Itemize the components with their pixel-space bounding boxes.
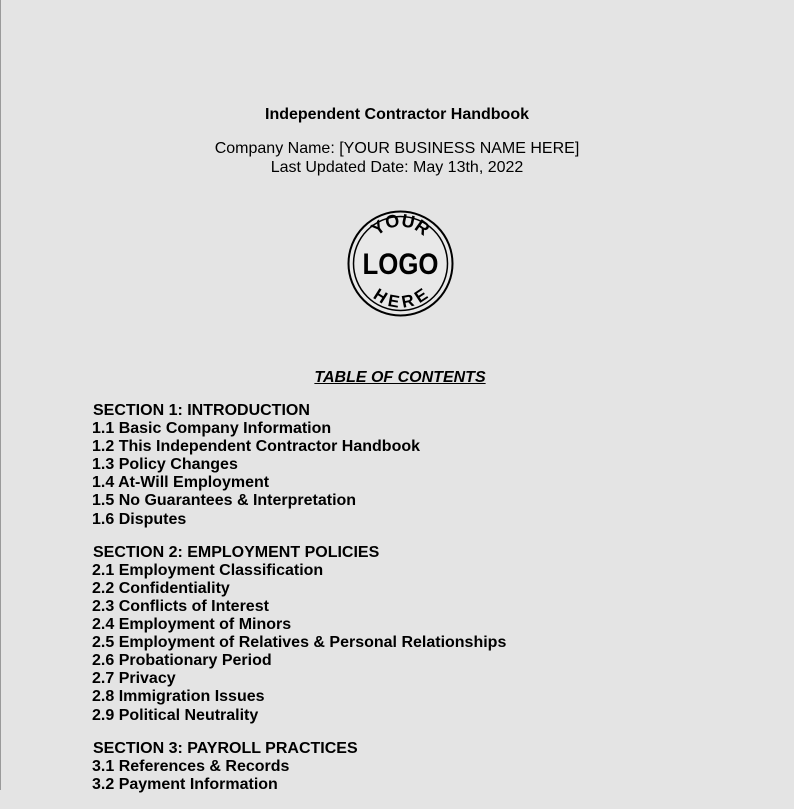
document-title: Independent Contractor Handbook bbox=[265, 106, 529, 123]
company-name: Company Name: [YOUR BUSINESS NAME HERE] bbox=[214, 140, 580, 157]
logo-text-middle: LOGO bbox=[362, 248, 439, 281]
toc-item: 1.1 Basic Company Information bbox=[92, 420, 332, 438]
toc-item: 2.4 Employment of Minors bbox=[92, 616, 292, 634]
section-heading: SECTION 3: PAYROLL PRACTICES bbox=[93, 739, 358, 757]
toc-item: 1.3 Policy Changes bbox=[92, 456, 238, 474]
logo-placeholder bbox=[347, 210, 454, 317]
logo-text-bottom: HERE bbox=[370, 284, 432, 312]
toc-item: 2.8 Immigration Issues bbox=[92, 688, 265, 706]
toc-item: 2.5 Employment of Relatives & Personal Relationships bbox=[92, 634, 507, 652]
toc-item: 1.4 At-Will Employment bbox=[92, 474, 270, 492]
section-heading: SECTION 1: INTRODUCTION bbox=[93, 402, 310, 419]
logo-text-top: YOUR bbox=[367, 210, 434, 240]
toc-item: 2.9 Political Neutrality bbox=[92, 706, 259, 724]
toc-item: 2.3 Conflicts of Interest bbox=[92, 597, 269, 615]
toc-item: 2.2 Confidentiality bbox=[92, 579, 230, 597]
toc-item: 1.6 Disputes bbox=[92, 510, 187, 528]
toc-section-3 bbox=[93, 740, 733, 794]
toc-item: 2.6 Probationary Period bbox=[92, 652, 272, 670]
toc-item: 1.5 No Guarantees & Interpretation bbox=[92, 492, 357, 510]
toc-item: 3.1 References & Records bbox=[92, 757, 290, 775]
toc-item: 3.2 Payment Information bbox=[92, 775, 278, 793]
last-updated-date: Last Updated Date: May 13th, 2022 bbox=[270, 159, 524, 176]
section-heading: SECTION 2: EMPLOYMENT POLICIES bbox=[93, 543, 380, 561]
toc-item: 1.2 This Independent Contractor Handbook bbox=[92, 438, 421, 456]
toc-section-1 bbox=[93, 402, 733, 529]
toc-title: TABLE OF CONTENTS bbox=[314, 369, 486, 386]
toc-item: 2.1 Employment Classification bbox=[92, 561, 324, 579]
toc-item: 2.7 Privacy bbox=[92, 670, 176, 688]
table-of-contents bbox=[93, 402, 733, 809]
toc-section-2 bbox=[93, 544, 733, 725]
